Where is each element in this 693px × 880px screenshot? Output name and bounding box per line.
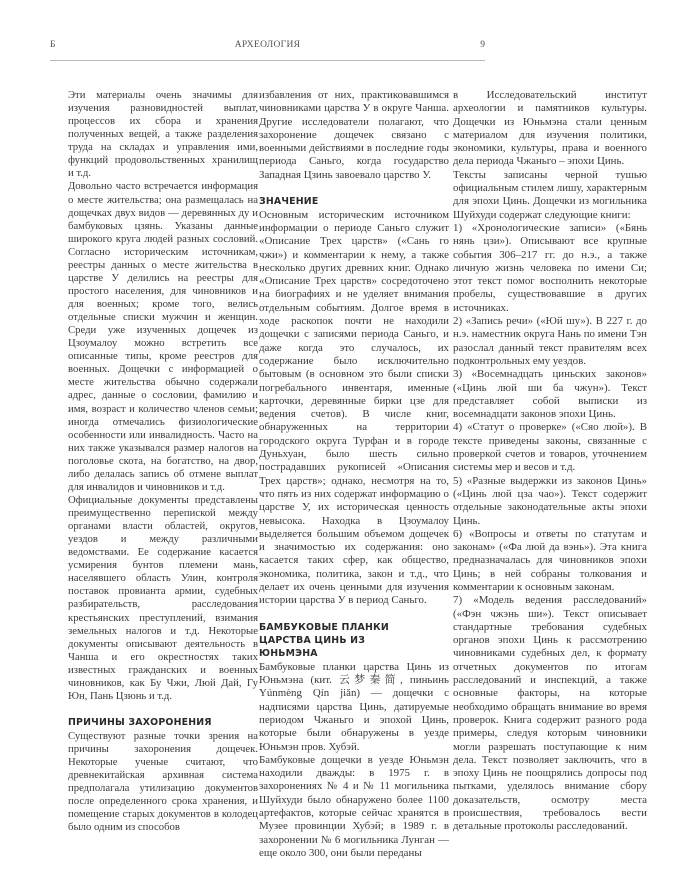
list-item: 2) «Запись речи» («Юй шу»). В 227 г. до н.э. наместник округа Нань по имени Тэн разослал данный текст правителям всех подконтрольных ему уездов.: [453, 315, 647, 367]
list-item: 1) «Хронологические записи» («Бянь нянь цзи»). Описывают все крупные события 306–217 гг. до н.э., а также личную жизнь человека по имени Си; этот текст помог восполнить некоторые пробелы, существовавшие в других источниках.: [453, 221, 647, 314]
paragraph: избавления от них, практиковавшимся чиновниками царства У в округе Чанша. Другие исследователи полагают, что захоронение дощечек связано с военными действиями в последние годы периода Саньго, когда государство Западная Цзинь завоевало царство У.: [259, 89, 449, 181]
paragraph: Эти материалы очень значимы для изучения разновидностей выплат, процессов их сбора и хранения полученных вещей, а также разделения труда на складах и управления ими, функций продовольственных хранилищ и т.д.: [68, 89, 258, 180]
paragraph: Бамбуковые дощечки в уезде Юньмэн находили дважды: в 1975 г. в захоронениях № 4 и № 11 могильника Шуйхуди было обнаружено более 1100 артефактов, которые сейчас хранятся в Музее провинции Хубэй; в 1989 г. в захоронении № 6 могильника Лунган — еще около 300, они были переданы: [259, 753, 449, 859]
list-item: 3) «Восемнадцать циньских законов» («Цинь люй ши ба чжун»). Текст представляет собой выписки из восемнадцати законов эпохи Цинь.: [453, 368, 647, 421]
section-heading: ПРИЧИНЫ ЗАХОРОНЕНИЯ: [68, 717, 212, 729]
paragraph: в Исследовательский институт археологии и памятников культуры. Дощечки из Юньмэна стали ценным материалом для изучения политики, экономики, культуры, права и военного дела периода Чжаньго – эпохи Цинь.: [453, 89, 647, 168]
paragraph: Основным историческим источником информации о периоде Саньго служит «Описание Трех царств» («Сань го чжи») и комментарии к нему, а также несколько других древних книг. Однако «Описание Трех царств» сосредоточено на биографиях и не уделяет внимания отдельным событиям. Долгое время в ходе раскопок почти не находили дощечки с записями периода Саньго, и даже когда это случалось, их содержание было исключительно бытовым (в основном это были списки погребального инвентаря, именные карточки, деревянные бирки цзе для ведения счетов). В числе книг, обнаруженных на территории городского округа Турфан и в городе Дуньхуан, было шесть сильно пострадавших рукописей «Описания Трех царств»; однако, несмотря на то, что пять из них содержат информацию о царстве У, их историческая ценность невысока. Находка в Цзоумалоу выделяется большим объемом дощечек и значимостью их содержания: оно касается таких сфер, как общество, экономика, политика, закон и т.д., что делает их очень ценными для изучения истории царства У в период Саньго.: [259, 208, 449, 607]
running-header: [50, 38, 485, 61]
text-column-1: [68, 89, 258, 834]
text-column-3: [453, 89, 647, 834]
page-number: 9: [480, 40, 485, 50]
section-heading: БАМБУКОВЫЕ ПЛАНКИ ЦАРСТВА ЦИНЬ ИЗ ЮНЬМЭНА: [259, 621, 389, 660]
text-column-2: [259, 89, 449, 860]
paragraph: Тексты записаны черной тушью официальным стилем лишу, характерным для эпохи Цинь. Дощечки из могильника Шуйхуди содержат следующие книги:: [453, 168, 647, 221]
list-item: 4) «Статут о проверке» («Сяо люй»). В тексте приведены законы, связанные с проверкой счетов и товаров, уточнением системы мер и весов и т.д.: [453, 421, 647, 474]
list-item: 7) «Модель ведения расследований» («Фэн чжэнь ши»). Текст описывает стандартные требования судебных органов эпохи Цинь к рассмотрению чиновниками судебных дел, к формату отчетных документов по итогам расследований и инспекций, а также основные факторы, на которые необходимо обращать внимание во время проверок. Книга содержит разного рода примеры, следуя которым чиновники могли разрешать поступающие к ним дела. Текст позволяет заключить, что в эпоху Цинь не поощрялись допросы под пытками, уделялось внимание сбору доказательств, осмотру места происшествия, требовалось вести детальные протоколы расследований.: [453, 594, 647, 833]
paragraph: Довольно часто встречается информация о месте жительства; она размещалась на дощечках двух видов — деревянных ду и бамбуковых цзянь. Указаны данные широкого круга людей разных сословий. Согласно историческим источникам, реестры данных о месте жительства в царстве У делились на реестры для простого населения, для чиновников и для военных; кроме того, велись отдельные списки мужчин и женщин. Среди уже изученных дощечек из Цзоумалоу можно встретить все описанные типы, кроме реестров для военных. Дощечки с информацией о месте жительства обычно содержали адрес, данные о сословии, фамилию и имя, возраст и количество членов семьи; иногда отмечались физиологические особенности или инвалидность. Часто на них также указывался размер налогов на поголовье скота, на богатство, на двор, либо делалась запись об отмене выплат для инвалидов и чиновников и т.д.: [68, 180, 258, 493]
paragraph: Официальные документы представлены преимущественно перепиской между органами власти областей, округов, уездов и между различными ведомствами. Ее содержание касается усмирения бунтов племени мань, населявшего область Улин, контроля поставок провианта армии, судебных разбирательств, расследования крестьянских преступлений, взимания земельных налогов и т.д. Некоторые документы описывают деятельность в Чанша и его окрестностях таких известных гражданских и военных чиновников, как Бу Чжи, Люй Дай, Гу Юн, Пань Цзюнь и т.д.: [68, 493, 258, 702]
paragraph: Существуют разные точки зрения на причины захоронения дощечек. Некоторые ученые считают, что древнекитайская архивная система предполагала утилизацию документов после определенного срока хранения, и помещение старых документов в колодец было одним из способов: [68, 729, 258, 833]
section-heading: ЗНАЧЕНИЕ: [259, 196, 319, 208]
header-letter: Б: [50, 40, 56, 50]
list-item: 5) «Разные выдержки из законов Цинь» («Цинь люй цза чао»). Текст содержит отдельные законодательные акты эпохи Цинь.: [453, 474, 647, 527]
list-item: 6) «Вопросы и ответы по статутам и законам» («Фа люй да вэнь»). Эта книга предназначалась для чиновников эпохи Цинь; в ней собраны толкования и комментарии к основным законам.: [453, 527, 647, 593]
header-section-title: АРХЕОЛОГИЯ: [234, 40, 301, 50]
paragraph: Бамбуковые планки царства Цинь из Юньмэна (кит. 云梦秦简, пиньинь Yúnmèng Qín jiǎn) — дощечки с надписями царства Цинь, датируемые периодом Чжаньго и эпохой Цинь, которые были обнаружены в уезде Юньмэн пров. Хубэй.: [259, 660, 449, 753]
